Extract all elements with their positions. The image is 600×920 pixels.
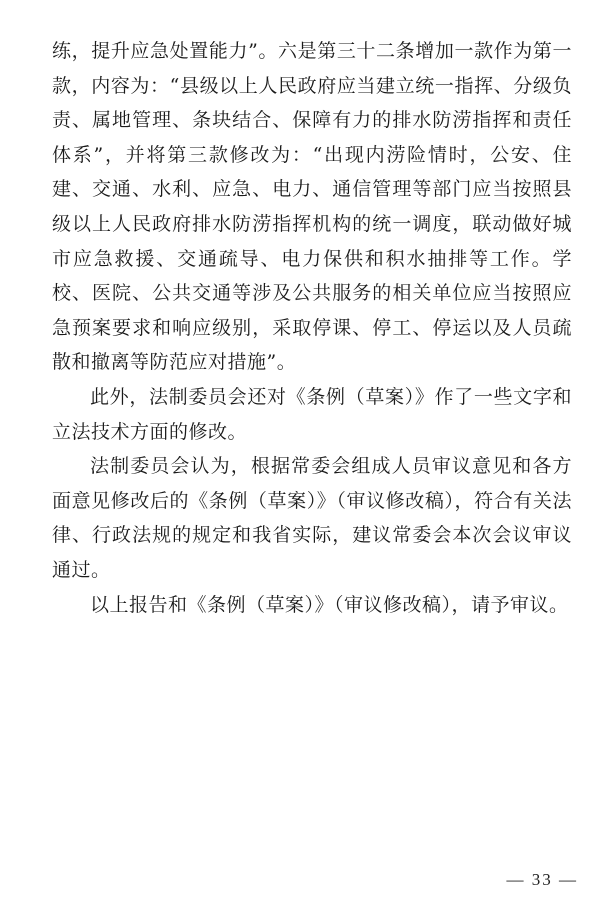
paragraph-technical-revisions: 此外，法制委员会还对《条例（草案）》作了一些文字和立法技术方面的修改。 xyxy=(52,385,572,443)
page-number: — 33 — xyxy=(506,870,578,889)
paragraph-closing: 以上报告和《条例（草案）》（审议修改稿），请予审议。 xyxy=(90,593,569,616)
paragraph-committee-opinion: 法制委员会认为，根据常委会组成人员审议意见和各方面意见修改后的《条例（草案）》（审议修改稿），符合有关法律、行政法规的规定和我省实际，建议常委会本次会议审议通过。 xyxy=(52,455,572,581)
document-body xyxy=(52,34,572,622)
paragraph-continued: 练，提升应急处置能力”。六是第三十二条增加一款作为第一款，内容为：“县级以上人民政府应当建立统一指挥、分级负责、属地管理、条块结合、保障有力的排水防涝指挥和责任体系”，并将第三款修改为：“出现内涝险情时，公安、住建、交通、水利、应急、电力、通信管理等部门应当按照县级以上人民政府排水防涝指挥机构的统一调度，联动做好城市应急救援、交通疏导、电力保供和积水抽排等工作。学校、医院、公共交通等涉及公共服务的相关单位应当按照应急预案要求和响应级别，采取停课、停工、停运以及人员疏散和撤离等防范应对措施”。 xyxy=(52,40,572,374)
